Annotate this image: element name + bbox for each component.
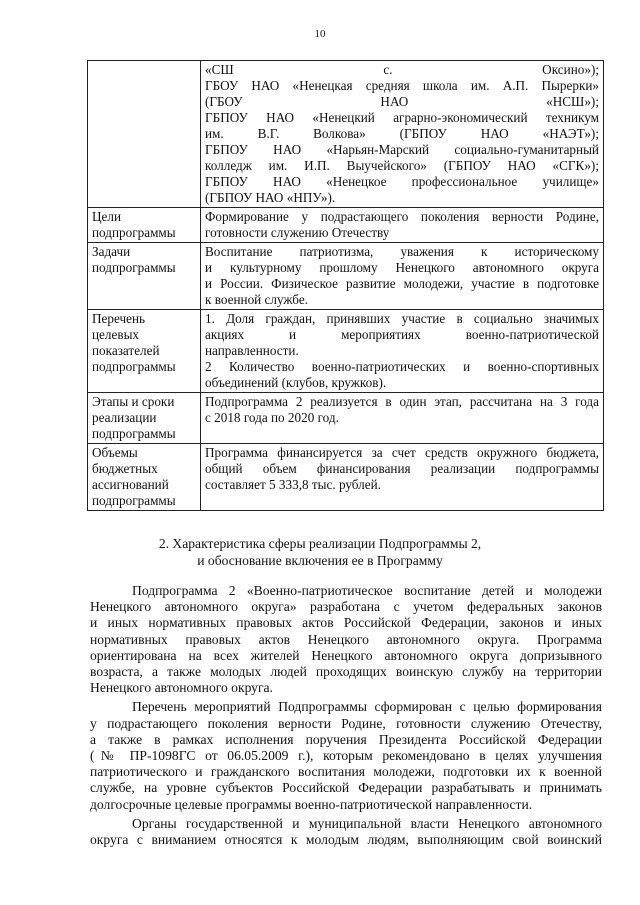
row-value-line: ГБПОУ НАО «Нарьян-Марский социально-гуманитарный (205, 142, 599, 157)
row-value-line: 1. Доля граждан, принявших участие в социально значимых (205, 311, 599, 326)
body-line: и иных нормативных правовых актов Российской Федерации, законов и иных (90, 615, 602, 631)
row-value-line: и России. Физическое развитие молодежи, участие в подготовке (205, 276, 599, 291)
row-label-cell (88, 444, 201, 511)
body-line: долгосрочные целевые программы военно-патриотической направленности. (90, 796, 533, 812)
row-value-line: направленности. (205, 343, 299, 358)
row-label-line: бюджетных (92, 461, 158, 476)
body-line: Органы государственной и муниципальной власти Ненецкого автономного (132, 815, 602, 831)
table-row (88, 243, 604, 310)
row-label-line: подпрограммы (92, 225, 176, 240)
row-label-line: ассигнований (92, 477, 169, 492)
body-text (90, 583, 602, 851)
row-value-line: им. В.Г. Волкова» (ГБПОУ НАО «НАЭТ»); (205, 126, 599, 141)
row-value-line: ГБОУ НАО «Ненецкая средняя школа им. А.П. Пырерки» (205, 78, 599, 93)
passport-table-body (88, 61, 604, 511)
row-label-line: целевых (92, 327, 140, 342)
row-value-line: ГБПОУ НАО «Ненецкое профессиональное училище» (205, 174, 599, 189)
row-label-cell (88, 243, 201, 310)
row-label-cell (88, 61, 201, 208)
row-value-line: с 2018 года по 2020 год. (205, 410, 339, 425)
row-label-line: подпрограммы (92, 493, 176, 508)
table-row (88, 61, 604, 208)
row-value-cell (201, 61, 604, 208)
body-line: службе, на уровне субъектов Российской Федерации разрабатывать и принимать (90, 780, 602, 796)
row-label-line: подпрограммы (92, 359, 176, 374)
row-value-line: (ГБПОУ НАО «НПУ»). (205, 190, 336, 205)
row-label-line: подпрограммы (92, 260, 176, 275)
body-line: Перечень мероприятий Подпрограммы сформирован с целью формирования (132, 699, 602, 715)
row-label-line: Этапы и сроки (92, 394, 175, 409)
row-value-line: 2 Количество военно-патриотических и военно-спортивных (205, 359, 599, 374)
body-line: а также в рамках исполнения поручения Президента Российской Федерации (90, 731, 602, 747)
page-number: 10 (314, 28, 326, 40)
row-value-line: Программа финансируется за счет средств окружного бюджета, (205, 445, 599, 460)
body-line: Ненецкого автономного округа. (90, 680, 273, 696)
row-value-line: колледж им. И.П. Выучейского» (ГБПОУ НАО «СГК»); (205, 158, 599, 173)
passport-table (87, 60, 604, 511)
row-label-cell (88, 393, 201, 444)
row-label-line: Цели (92, 209, 122, 224)
row-value-cell (201, 393, 604, 444)
body-line: ориентирована на всех жителей Ненецкого автономного округа допризывного (90, 647, 602, 663)
row-value-cell (201, 444, 604, 511)
body-line: округа с вниманием относятся к молодым людям, выполняющим свой воинский (90, 832, 602, 848)
body-line: нормативных правовых актов Ненецкого автономного округа. Программа (90, 631, 602, 647)
row-value-line: общий объем финансирования реализации подпрограммы (205, 461, 599, 476)
row-value-cell (201, 310, 604, 393)
row-label-line: показателей (92, 343, 160, 358)
row-value-line: и культурному прошлому Ненецкого автономного округа (205, 260, 599, 275)
row-value-line: объединений (клубов, кружков). (205, 375, 387, 390)
row-label-line: Объемы (92, 445, 138, 460)
row-label-line: подпрограммы (92, 426, 176, 441)
body-paragraph (90, 583, 602, 696)
row-value-line: акциях и мероприятиях военно-патриотической (205, 327, 599, 342)
table-row (88, 444, 604, 511)
body-line: (№ ПР-1098ГС от 06.05.2009 г.), которым рекомендовано в целях улучшения (90, 748, 602, 764)
body-paragraph (90, 816, 602, 848)
row-label-cell (88, 310, 201, 393)
row-label-line: Задачи (92, 244, 131, 259)
row-label-line: Перечень (92, 311, 146, 326)
row-value-line: составляет 5 333,8 тыс. рублей. (205, 477, 381, 492)
section-title (0, 535, 640, 569)
row-label-cell (88, 208, 201, 243)
body-paragraph (90, 699, 602, 812)
table-row (88, 208, 604, 243)
row-value-line: Формирование у подрастающего поколения верности Родине, (205, 209, 599, 224)
section-title-line-2: и обоснование включения ее в Программу (197, 553, 443, 568)
row-value-line: ГБПОУ НАО «Ненецкий аграрно-экономический техникум (205, 110, 599, 125)
row-label-line: реализации (92, 410, 157, 425)
row-value-line: «СШ с. Оксино»); (205, 62, 599, 77)
row-value-line: (ГБОУ НАО «НСШ»); (205, 94, 599, 109)
body-line: Подпрограмма 2 «Военно-патриотическое воспитание детей и молодежи (132, 583, 602, 598)
table-row (88, 393, 604, 444)
body-line: у подрастающего поколения верности Родине, готовности служению Отечеству, (90, 715, 602, 731)
row-value-line: к военной службе. (205, 292, 308, 307)
row-value-line: Подпрограмма 2 реализуется в один этап, рассчитана на 3 года (205, 394, 599, 409)
row-value-line: Воспитание патриотизма, уважения к историческому (205, 244, 599, 259)
row-value-line: готовности служению Отечеству (205, 225, 390, 240)
body-line: патриотического и гражданского воспитания молодежи, подготовки их к военной (90, 764, 602, 780)
row-value-cell (201, 208, 604, 243)
body-line: возраста, а также молодых людей проходящих воинскую службу на территории (90, 664, 602, 680)
body-line: Ненецкого автономного округа» разработана с учетом федеральных законов (90, 599, 602, 615)
table-row (88, 310, 604, 393)
row-value-cell (201, 243, 604, 310)
section-title-line-1: 2. Характеристика сферы реализации Подпрограммы 2, (158, 536, 482, 551)
